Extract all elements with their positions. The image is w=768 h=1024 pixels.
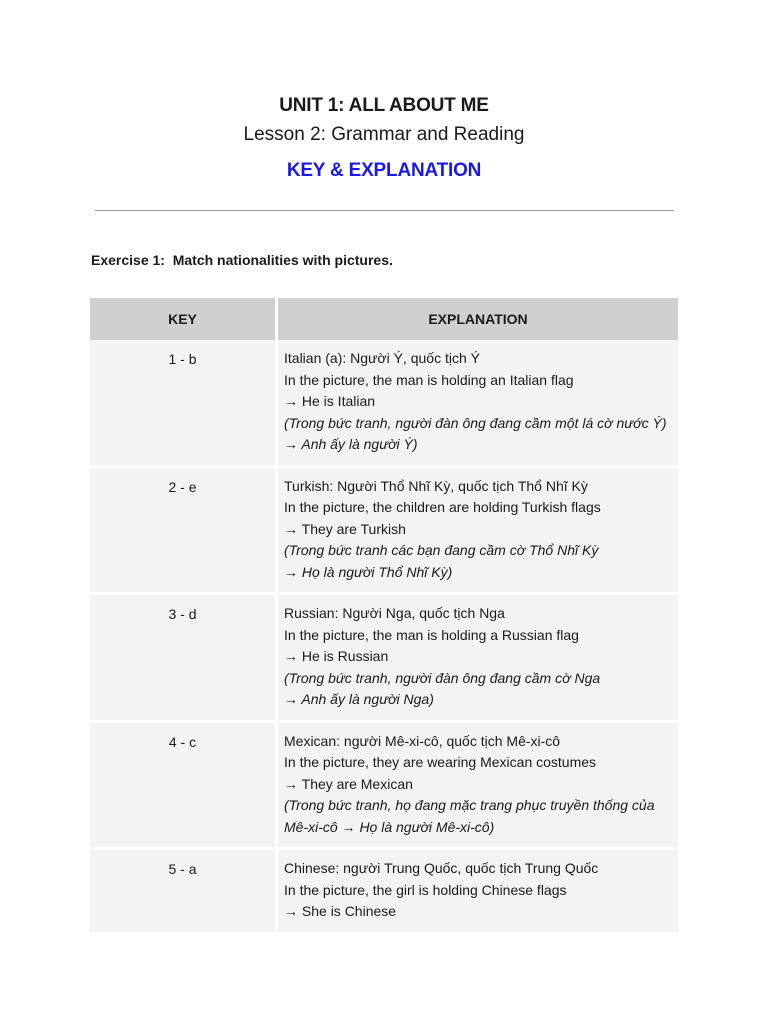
answer-key-cell: 4 - c — [90, 720, 278, 848]
table-row — [90, 465, 678, 593]
table-row — [90, 847, 678, 932]
explanation-line: Mexican: người Mê-xi-cô, quốc tịch Mê-xi-cô — [284, 732, 561, 749]
explanation-line: → He is Italian — [284, 393, 376, 409]
translation-line: → Anh ấy là người Ý) — [284, 436, 418, 452]
explanation-line: In the picture, the girl is holding Chinese flags — [284, 881, 567, 898]
document-header — [0, 92, 768, 185]
explanation-line: → They are Mexican — [284, 775, 413, 792]
explanation-cell — [278, 465, 678, 593]
table-body — [90, 340, 678, 932]
answer-key-table — [90, 298, 678, 932]
key-explanation-title: KEY & EXPLANATION — [286, 160, 482, 181]
explanation-line: → She is Chinese — [284, 903, 397, 919]
explanation-line: Turkish: Người Thổ Nhĩ Kỳ, quốc tịch Thổ Nhĩ Kỳ — [284, 477, 588, 494]
explanation-cell — [278, 592, 678, 720]
answer-key-cell: 1 - b — [90, 340, 278, 465]
horizontal-divider — [95, 210, 674, 211]
column-header-key: KEY — [90, 298, 278, 340]
explanation-line: → He is Russian — [284, 648, 389, 664]
lesson-title: Lesson 2: Grammar and Reading — [243, 124, 525, 145]
explanation-line: In the picture, the children are holding Turkish flags — [284, 499, 601, 515]
translation-line: (Trong bức tranh, người đàn ông đang cầm một lá cờ nước Ý) — [284, 414, 667, 431]
column-header-explanation: EXPLANATION — [278, 298, 678, 340]
explanation-cell — [278, 720, 678, 848]
explanation-line: → They are Turkish — [284, 520, 406, 537]
table-row — [90, 720, 678, 848]
explanation-line: In the picture, they are wearing Mexican costumes — [284, 754, 597, 770]
answer-key-cell: 3 - d — [90, 592, 278, 720]
explanation-cell — [278, 340, 678, 465]
exercise-title: Exercise 1: Match nationalities with pictures. — [91, 252, 393, 268]
explanation-line: Chinese: người Trung Quốc, quốc tịch Trung Quốc — [284, 860, 599, 876]
table-row — [90, 592, 678, 720]
explanation-line: In the picture, the man is holding a Russian flag — [284, 626, 579, 643]
explanation-cell — [278, 847, 678, 932]
explanation-line: In the picture, the man is holding an Italian flag — [284, 371, 574, 388]
explanation-line: Russian: Người Nga, quốc tịch Nga — [284, 605, 505, 621]
translation-line: (Trong bức tranh, họ đang mặc trang phục truyền thống của Mê-xi-cô → Họ là người Mê-xi-cô) — [284, 797, 655, 835]
explanation-line: Italian (a): Người Ý, quốc tịch Ý — [284, 350, 480, 366]
answer-key-cell: 5 - a — [90, 847, 278, 932]
table-row — [90, 340, 678, 465]
unit-title: UNIT 1: ALL ABOUT ME — [279, 95, 489, 116]
answer-key-cell: 2 - e — [90, 465, 278, 593]
translation-line: (Trong bức tranh các bạn đang cầm cờ Thổ Nhĩ Kỳ — [284, 542, 599, 558]
translation-line: (Trong bức tranh, người đàn ông đang cầm cờ Nga — [284, 669, 601, 686]
translation-line: → Họ là người Thổ Nhĩ Kỳ) — [284, 563, 453, 580]
translation-line: → Anh ấy là người Nga) — [284, 691, 434, 707]
table-header-row — [90, 298, 678, 340]
